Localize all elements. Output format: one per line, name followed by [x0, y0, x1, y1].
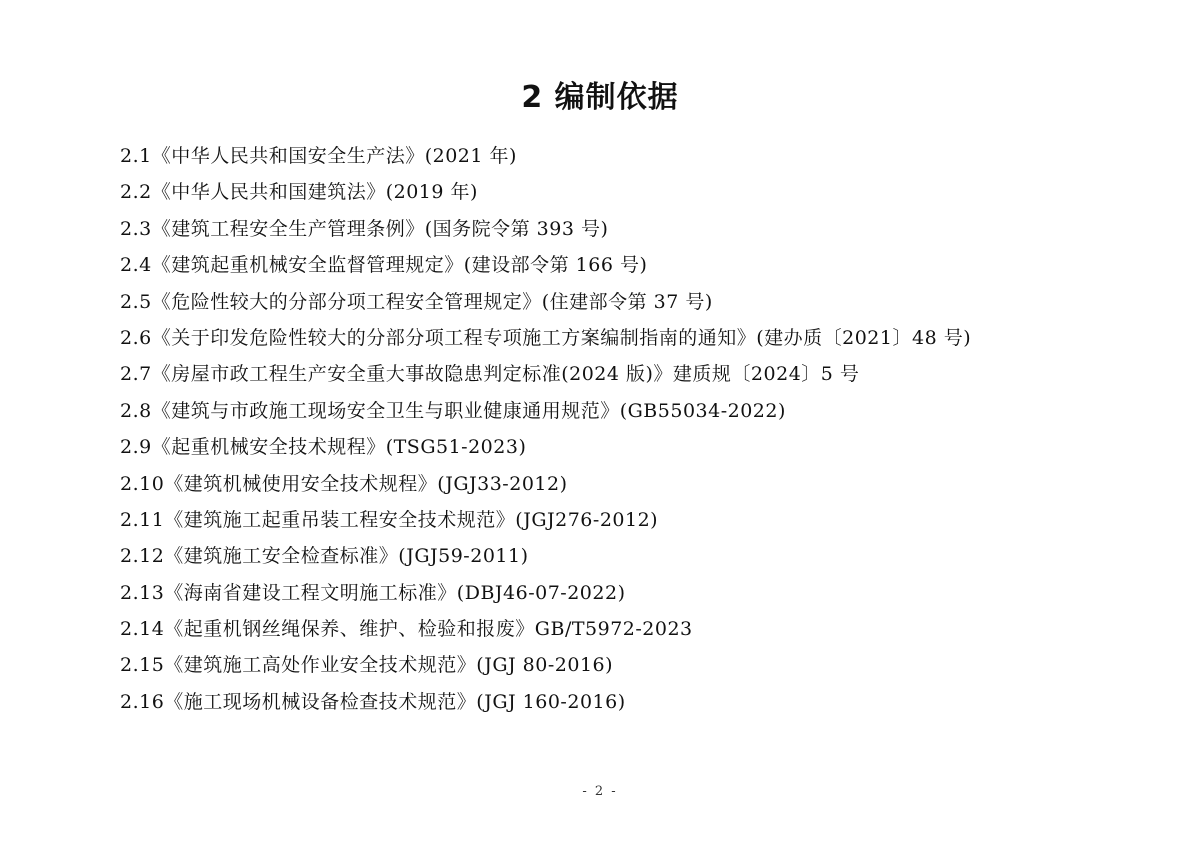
reference-list: [120, 138, 1120, 720]
reference-item: 2.13《海南省建设工程文明施工标准》(DBJ46-07-2022): [120, 581, 626, 604]
reference-item: 2.9《起重机械安全技术规程》(TSG51-2023): [120, 436, 527, 459]
section-title: 2 编制依据: [521, 80, 679, 115]
reference-item: 2.6《关于印发危险性较大的分部分项工程专项施工方案编制指南的通知》(建办质〔2021〕48 号): [120, 326, 972, 349]
page-number: - 2 -: [582, 784, 618, 799]
reference-item: 2.5《危险性较大的分部分项工程安全管理规定》(住建部令第 37 号): [120, 290, 713, 313]
reference-item: 2.10《建筑机械使用安全技术规程》(JGJ33-2012): [120, 472, 568, 495]
reference-item: 2.2《中华人民共和国建筑法》(2019 年): [120, 181, 478, 204]
reference-item: 2.14《起重机钢丝绳保养、维护、检验和报废》GB/T5972-2023: [120, 618, 693, 641]
reference-item: 2.1《中华人民共和国安全生产法》(2021 年): [120, 145, 517, 167]
reference-item: 2.3《建筑工程安全生产管理条例》(国务院令第 393 号): [120, 217, 609, 240]
reference-item: 2.8《建筑与市政施工现场安全卫生与职业健康通用规范》(GB55034-2022): [120, 399, 786, 422]
reference-item: 2.4《建筑起重机械安全监督管理规定》(建设部令第 166 号): [120, 254, 648, 277]
reference-item: 2.11《建筑施工起重吊装工程安全技术规范》(JGJ276-2012): [120, 508, 659, 531]
reference-item: 2.15《建筑施工高处作业安全技术规范》(JGJ 80-2016): [120, 654, 614, 677]
reference-item: 2.16《施工现场机械设备检查技术规范》(JGJ 160-2016): [120, 690, 626, 713]
reference-item: 2.7《房屋市政工程生产安全重大事故隐患判定标准(2024 版)》建质规〔2024〕5 号: [120, 363, 860, 386]
reference-item: 2.12《建筑施工安全检查标准》(JGJ59-2011): [120, 545, 529, 568]
